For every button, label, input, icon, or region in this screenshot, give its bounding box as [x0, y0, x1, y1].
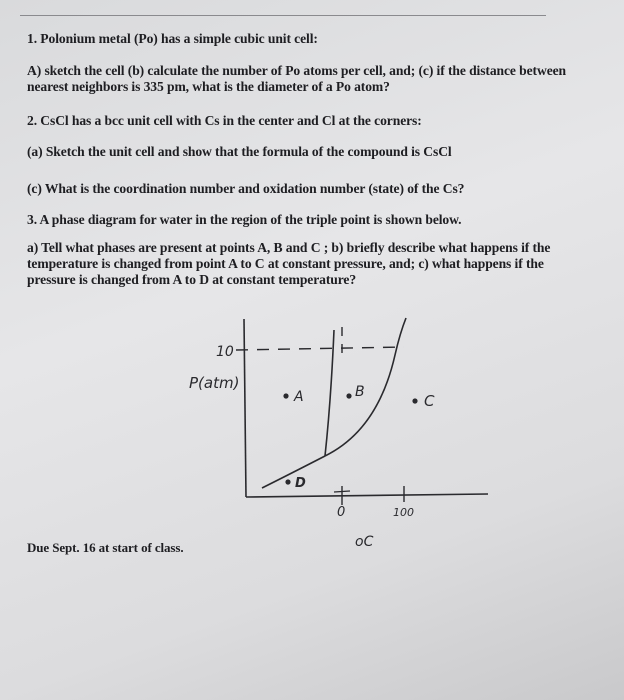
- problem-2-title: 2. CsCl has a bcc unit cell with Cs in the center and Cl at the corners:: [27, 113, 422, 128]
- point-d-label: D: [295, 476, 306, 491]
- x-tick-0-cross: [334, 491, 350, 492]
- x-tick-100-label: 100: [393, 506, 414, 519]
- x-tick-0-label: 0: [337, 505, 346, 520]
- vaporization-curve: [325, 318, 406, 456]
- pressure-10-dashed-line: [236, 347, 404, 350]
- point-a-dot: [283, 393, 288, 398]
- problem-1-parts: A) sketch the cell (b) calculate the number of Po atoms per cell, and; (c) if the distance between nearest neighbors is 335 pm, what is the diameter of a Po atom?: [27, 63, 567, 94]
- point-c-label: C: [424, 392, 435, 410]
- y-axis-label: P(atm): [189, 374, 240, 392]
- problem-2-part-a: (a) Sketch the unit cell and show that the formula of the compound is CsCl: [27, 144, 452, 159]
- point-d-dot: [285, 479, 290, 484]
- y-tick-label: 10: [216, 344, 234, 360]
- sublimation-curve: [262, 456, 325, 488]
- problem-2-part-c: (c) What is the coordination number and oxidation number (state) of the Cs?: [27, 181, 465, 196]
- x-axis-label: oC: [355, 534, 374, 550]
- due-date-note: Due Sept. 16 at start of class.: [27, 540, 184, 555]
- problem-3-parts: a) Tell what phases are present at points A, B and C ; b) briefly describe what happens if the temperature is changed from point A to C at constant pressure, and; c) what happens if the pressure is changed from A to D at constant temperature?: [27, 240, 551, 287]
- problem-3-title: 3. A phase diagram for water in the region of the triple point is shown below.: [27, 212, 462, 227]
- y-axis: [244, 319, 246, 497]
- x-axis: [246, 494, 488, 497]
- problem-1-title: 1. Polonium metal (Po) has a simple cubic unit cell:: [27, 31, 318, 46]
- point-b-label: B: [355, 384, 365, 400]
- point-b-dot: [346, 393, 351, 398]
- point-a-label: A: [294, 389, 304, 405]
- point-c-dot: [412, 398, 417, 403]
